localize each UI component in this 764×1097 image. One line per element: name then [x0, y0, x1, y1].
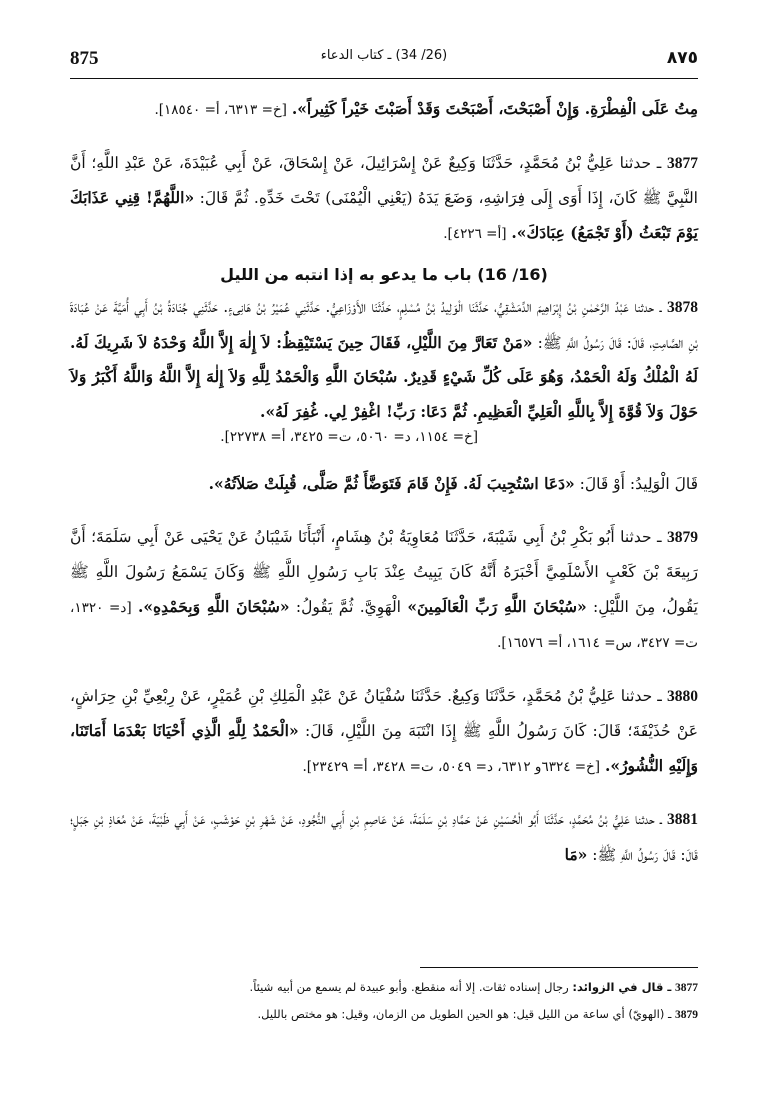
hadith-3881 [70, 802, 698, 872]
hadith-quote: «مَا [564, 844, 588, 864]
reference: [خ= ٦٣١٣، أ= ١٨٥٤٠]. [154, 102, 287, 118]
walid-quote: «دَعَا اسْتُجِيبَ لَهُ. فَإِنْ قَامَ فَتَوَضَّأَ ثُمَّ صَلَّى، قُبِلَتْ صَلاَتُهُ». [208, 474, 575, 493]
hadith-3878 [70, 290, 698, 429]
reference: [أ= ٤٢٢٦]. [443, 225, 507, 242]
hadith-3880 [70, 679, 698, 785]
hadith-text: ـ حدثنا أَبُو بَكْرِ بْنُ أَبِي شَيْبَةَ، حَدَّثَنَا مُعَاوِيَةُ بْنُ هِشَامٍ، أَنْبَأَنَا شَيْبَانُ عَنْ يَحْيَى عَنْ أَبِي سَلَمَةَ؛ أَنَّ رَبِيعَةَ بْنَ كَعْبٍ الأَسْلَمِيَّ أَخْبَرَهُ أَنَّهُ كَانَ يَبِيتُ عِنْدَ بَابِ رَسُولِ اللَّهِ ﷺ وَكَانَ يَسْمَعُ رَسُولَ اللَّهِ ﷺ يَقُولُ، مِنَ اللَّيْلِ: [70, 527, 698, 616]
footnote-number: 3879 [675, 1009, 698, 1021]
page-header [70, 44, 698, 78]
hadith-text: ـ حدثنا عَلِيُّ بْنُ مُحَمَّدٍ، حَدَّثَنَا وَكِيعٌ عَنْ إِسْرَائِيلَ، عَنْ إِسْحَاقَ، عَنْ أَبِي عُبَيْدَةَ، عَنْ عَبْدِ اللَّهِ؛ أَنَّ النَّبِيَّ ﷺ كَانَ، إِذَا أَوَى إِلَى فِرَاشِهِ، وَضَعَ يَدَهُ (يَعْنِي الْيُمْنَى) تَحْتَ خَدِّهِ. ثُمَّ قَالَ: [70, 153, 698, 207]
footnote-label: ـ قال في الزوائد: [572, 980, 672, 994]
hadith-number: 3879 [667, 528, 698, 546]
hadith-text: ـ حدثنا عَلِيُّ بْنُ مُحَمَّدٍ، حَدَّثَنَا أَبُو الْحُسَيْنِ عَنْ حَمَّادِ بْنِ سَلَمَةَ، عَنْ عَاصِمِ بْنِ أَبِي النُّجُودِ، عَنْ شَهْرِ بْنِ حَوْشَبٍ، عَنْ أَبِي ظَبْيَةَ، عَنْ مُعَاذِ بْنِ جَبَلٍ؛ قَالَ: قَالَ رَسُولُ اللَّهِ ﷺ: [70, 810, 698, 864]
hadith-quote: «الْحَمْدُ لِلَّهِ الَّذِي أَحْيَانَا بَعْدَمَا أَمَاتَنَا، وَإِلَيْهِ النُّشُورُ». [70, 721, 698, 775]
footnote-text: رجال إسناده ثقات. إلا أنه منقطع. وأبو عبيدة لم يسمع من أبيه شيئاً. [249, 980, 569, 994]
footnote-divider [420, 967, 698, 968]
footnote-label: ـ (الهويّ) [628, 1007, 672, 1021]
hadith-number: 3880 [667, 687, 698, 705]
hadith-number: 3877 [667, 154, 698, 172]
walid-text: قَالَ الْوَلِيدُ: أَوْ قَالَ: [579, 475, 698, 493]
reference: [د= ١٣٢٠، ت= ٣٤٢٧، س= ١٦١٤، أ= ١٦٥٧٦]. [70, 599, 698, 651]
page-number-latin: 875 [70, 48, 99, 69]
hadith-quote: «اللَّهُمَّ! قِنِي عَذَابَكَ يَوْمَ تَبْعَثُ (أَوْ تَجْمَعُ) عِبَادَكَ». [70, 188, 698, 242]
hadith-quote: «سُبْحَانَ اللَّهِ رَبِّ الْعَالَمِينَ» [407, 596, 587, 616]
footnotes [70, 974, 698, 1028]
chapter-heading: (16/ 16) باب ما يدعو به إذا انتبه من الليل [220, 265, 548, 284]
continued-quote: مِتُ عَلَى الْفِطْرَةِ. وَإِنْ أَصْبَحْتَ، أَصْبَحْتَ وَقَدْ أَصَبْتَ خَيْراً كَثِيراً». [291, 99, 698, 118]
hadith-3878-addendum [70, 467, 698, 502]
hadith-text: ـ حدثنا عَلِيُّ بْنُ مُحَمَّدٍ، حَدَّثَنَا وَكِيعٌ. حَدَّثَنَا سُفْيَانُ عَنْ عَبْدِ الْمَلِكِ بْنِ عُمَيْرٍ، عَنْ رِبْعِيِّ بْنِ حِرَاشٍ، عَنْ حُذَيْفَةَ؛ قَالَ: كَانَ رَسُولُ اللَّهِ ﷺ إِذَا انْتَبَهَ مِنَ اللَّيْلِ، قَالَ: [70, 686, 698, 740]
continued-text [70, 92, 698, 128]
header-divider [70, 78, 698, 79]
footnote [70, 1001, 698, 1028]
hadith-quote: «مَنْ تَعَارَّ مِنَ اللَّيْلِ، فَقَالَ حِينَ يَسْتَيْقِظُ: لاَ إِلٰهَ إِلاَّ اللَّهُ وَحْدَهُ لاَ شَرِيكَ لَهُ. لَهُ الْمُلْكُ وَلَهُ الْحَمْدُ، وَهُوَ عَلَى كُلِّ شَيْءٍ قَدِيرٌ. سُبْحَانَ اللَّهِ وَالْحَمْدُ لِلَّهِ وَلاَ إِلٰهَ إِلاَّ اللَّهُ وَاللَّهُ أَكْبَرُ وَلاَ حَوْلَ وَلاَ قُوَّةَ إِلاَّ بِاللَّهِ الْعَلِيِّ الْعَظِيمِ. ثُمَّ دَعَا: رَبِّ! اغْفِرْ لِي. غُفِرَ لَهُ». [70, 332, 698, 421]
hadith-number: 3881 [667, 811, 698, 828]
hadith-3877 [70, 146, 698, 252]
footnote [70, 974, 698, 1001]
hadith-quote-2: «سُبْحَانَ اللَّهِ وَبِحَمْدِهِ». [137, 596, 290, 616]
reference: [خ= ٦٣٢٤و ٦٣١٢، د= ٥٠٤٩، ت= ٣٤٢٨، أ= ٢٣٤٢٩]. [302, 758, 601, 775]
reference: [خ= ١١٥٤، د= ٥٠٦٠، ت= ٣٤٢٥، أ= ٢٢٧٣٨]. [220, 429, 478, 445]
hadith-text: ـ حدثنا عَبْدُ الرَّحْمٰنِ بْنُ إِبْرَاهِيمَ الدِّمَشْقِيُّ، حَدَّثَنَا الْوَلِيدُ بْنُ مُسْلِمٍ، حَدَّثَنَا الأَوْزَاعِيُّ. حَدَّثَنِي عُمَيْرُ بْنُ هَانِىءٍ. حَدَّثَنِي جُنَادَةُ بْنُ أَبِي أُمَيَّةَ عَنْ عُبَادَةَ بْنِ الصَّامِتِ، قَالَ: قَالَ رَسُولُ اللَّهِ ﷺ: [70, 298, 698, 352]
page-number-arabic: ٨٧٥ [666, 48, 698, 68]
hadith-text-mid: الْهَوِيَّ. ثُمَّ يَقُولُ: [295, 597, 401, 616]
running-title: (26/ 34) ـ كتاب الدعاء [320, 48, 448, 63]
hadith-number: 3878 [667, 299, 698, 316]
page-body [70, 92, 698, 872]
hadith-3879 [70, 520, 698, 661]
footnote-text: أي ساعة من الليل قيل: هو الحين الطويل من الزمان، وقيل: هو مختص بالليل. [257, 1007, 625, 1021]
footnote-number: 3877 [675, 982, 698, 994]
